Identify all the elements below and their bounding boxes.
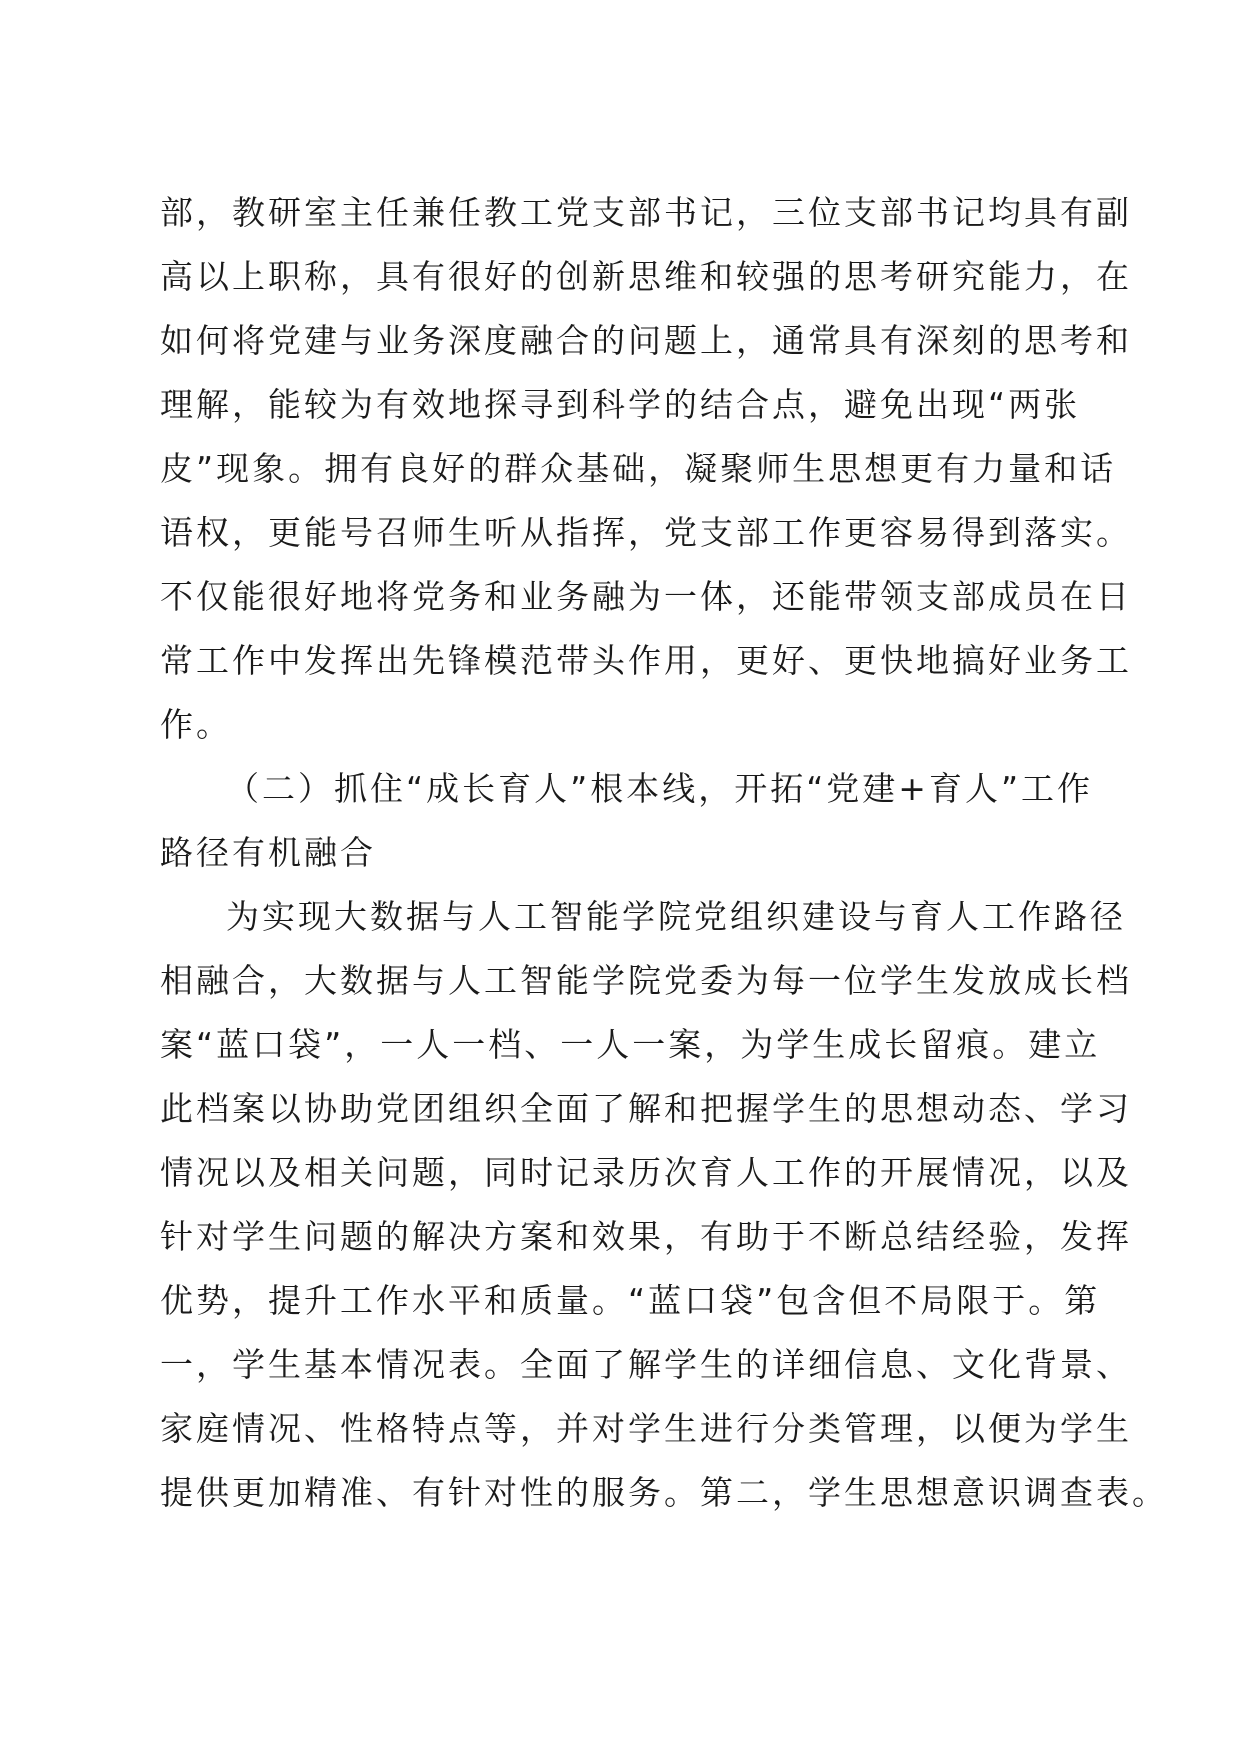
text-line: 高以上职称，具有很好的创新思维和较强的思考研究能力，在 (160, 257, 1132, 296)
text-line: 为实现大数据与人工智能学院党组织建设与育人工作路径 (226, 897, 1126, 936)
text-line: 案“蓝口袋”，一人一档、一人一案，为学生成长留痕。建立 (160, 1025, 1101, 1064)
section-heading: （二）抓住“成长育人”根本线，开拓“党建+育人”工作 (226, 769, 1094, 808)
text-line: 不仅能很好地将党务和业务融为一体，还能带领支部成员在日 (160, 577, 1132, 616)
text-line: 家庭情况、性格特点等，并对学生进行分类管理，以便为学生 (160, 1409, 1132, 1448)
text-line: 理解，能较为有效地探寻到科学的结合点，避免出现“两张 (160, 385, 1081, 424)
text-line: 此档案以协助党团组织全面了解和把握学生的思想动态、学习 (160, 1089, 1132, 1128)
section-heading: 路径有机融合 (160, 833, 376, 872)
text-line: 一，学生基本情况表。全面了解学生的详细信息、文化背景、 (160, 1345, 1132, 1384)
text-line: 皮”现象。拥有良好的群众基础，凝聚师生思想更有力量和话 (160, 449, 1117, 488)
text-line: 语权，更能号召师生听从指挥，党支部工作更容易得到落实。 (160, 513, 1132, 552)
text-line: 情况以及相关问题，同时记录历次育人工作的开展情况，以及 (160, 1153, 1132, 1192)
text-line: 提供更加精准、有针对性的服务。第二，学生思想意识调查表。 (160, 1473, 1168, 1512)
text-line: 部，教研室主任兼任教工党支部书记，三位支部书记均具有副 (160, 193, 1132, 232)
text-line: 作。 (160, 705, 232, 744)
text-line: 针对学生问题的解决方案和效果，有助于不断总结经验，发挥 (160, 1217, 1132, 1256)
text-line: 如何将党建与业务深度融合的问题上，通常具有深刻的思考和 (160, 321, 1132, 360)
text-line: 相融合，大数据与人工智能学院党委为每一位学生发放成长档 (160, 961, 1132, 1000)
text-line: 优势，提升工作水平和质量。“蓝口袋”包含但不局限于。第 (160, 1281, 1101, 1320)
text-line: 常工作中发挥出先锋模范带头作用，更好、更快地搞好业务工 (160, 641, 1132, 680)
